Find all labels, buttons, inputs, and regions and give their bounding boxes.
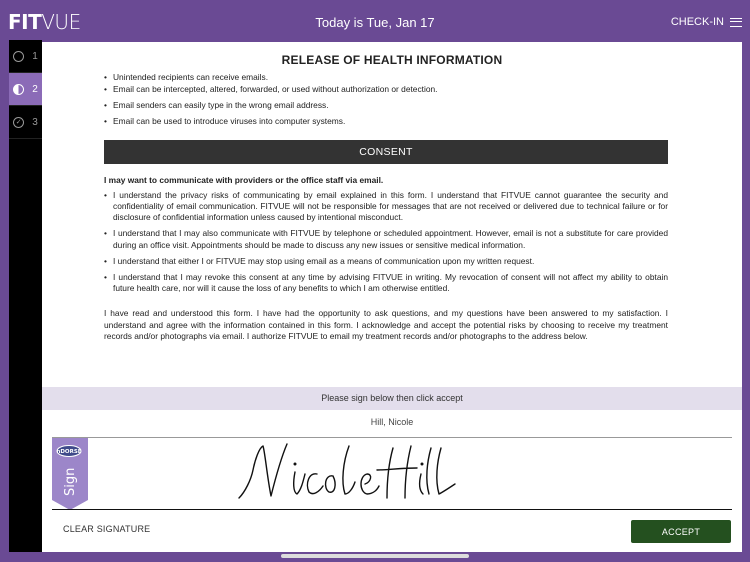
check-circle-icon: ✓ <box>13 117 24 128</box>
today-date: Today is Tue, Jan 17 <box>315 15 435 30</box>
list-item: • I understand that either I or FITVUE may stop using email as a means of communication upon my written request. <box>104 256 668 267</box>
list-item: • Email can be intercepted, altered, forwarded, or used without authorization or detection. <box>104 84 668 95</box>
home-indicator <box>281 554 469 558</box>
step-number: 1 <box>32 50 38 62</box>
sign-ribbon-icon <box>52 438 88 510</box>
list-item: • I understand the privacy risks of communicating by email explained in this form. I understand that FITVUE cannot guarantee the security and confidentiality of email communication. FITVUE will not be responsible for messages that are not received or delivered due to technical failure or for disclosure of confidential information unless caused by intentional misconduct. <box>104 190 668 224</box>
hamburger-menu-icon <box>730 18 742 27</box>
closing-paragraph: I have read and understood this form. I have had the opportunity to ask questions, and my questions have been answered to my satisfaction. I understand and agree with the information contained in this form. I acknowledge and accept the potential risks by choosing to receive my treatment records and/or photographs via email. I authorize FITVUE to email my treatment records and/or photographs to the address below. <box>104 308 668 341</box>
top-bar <box>0 0 750 42</box>
risk-list <box>104 84 668 128</box>
badge-sign-label: Sign <box>63 467 78 496</box>
clear-signature-button[interactable]: CLEAR SIGNATURE <box>63 524 151 534</box>
page-title: RELEASE OF HEALTH INFORMATION <box>281 53 503 67</box>
handwritten-signature <box>237 440 457 502</box>
check-in-label: CHECK-IN <box>670 16 724 28</box>
step-number: 2 <box>32 83 38 95</box>
form-panel <box>42 42 742 552</box>
step-rail <box>9 40 42 552</box>
cut-off-line: • Unintended recipients can receive emails. <box>104 72 668 78</box>
step-3[interactable] <box>9 106 42 139</box>
badge-logo-text: nDORSE <box>56 449 82 455</box>
accept-button[interactable]: ACCEPT <box>631 520 731 543</box>
list-item: • Email senders can easily type in the wrong email address. <box>104 100 668 111</box>
fitvue-logo: FITVUE <box>8 10 81 34</box>
signer-name: Hill, Nicole <box>370 417 414 427</box>
consent-list <box>104 190 668 295</box>
half-circle-icon <box>13 84 24 95</box>
list-item: • Email can be used to introduce viruses into computer systems. <box>104 116 668 127</box>
list-item: • I understand that I may also communicate with FITVUE by telephone or scheduled appointment. However, email is not a substitute for care provided during an office visit. Appointments should be made to discuss any new issues or sensitive medical information. <box>104 228 668 250</box>
check-in-menu-button[interactable] <box>671 16 742 28</box>
consent-intro: I may want to communicate with providers or the office staff via email. <box>104 174 384 185</box>
signature-baseline <box>52 509 732 510</box>
step-2[interactable] <box>9 73 42 106</box>
sign-instruction: Please sign below then click accept <box>42 387 742 410</box>
list-item: • I understand that I may revoke this consent at any time by advising FITVUE in writing. My revocation of consent will not affect my ability to obtain future health care, nor will it cause the loss of any benefits to which I am otherwise entitled. <box>104 272 668 294</box>
document-scroll-area[interactable] <box>104 72 668 388</box>
step-number: 3 <box>32 116 38 128</box>
signature-pad[interactable] <box>52 438 732 508</box>
consent-heading: CONSENT <box>104 140 668 164</box>
step-1[interactable] <box>9 40 42 73</box>
circle-outline-icon <box>13 51 24 62</box>
